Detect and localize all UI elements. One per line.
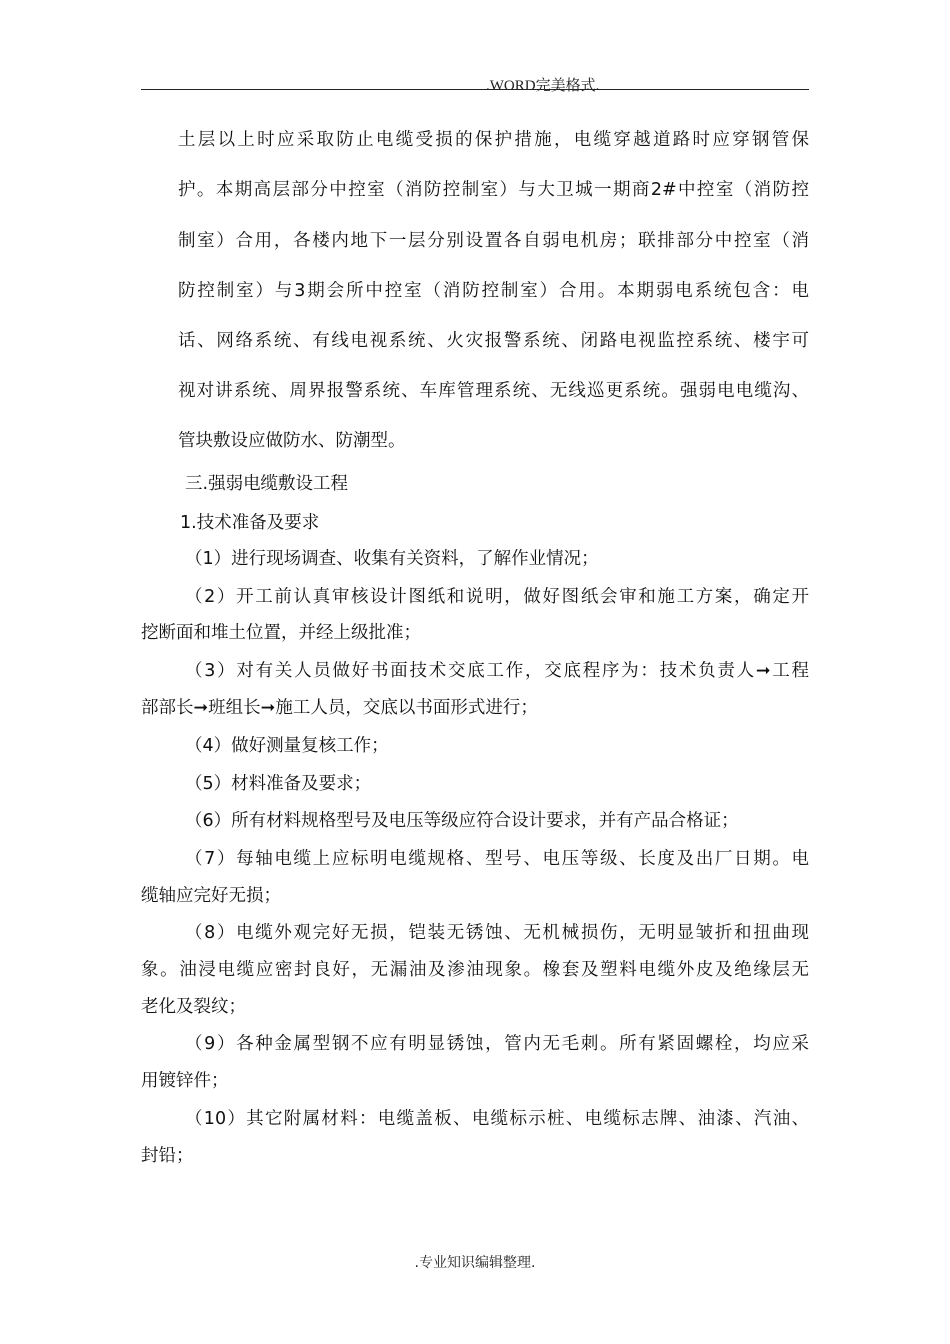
list-item: （10）其它附属材料：电缆盖板、电缆标示桩、电缆标志牌、油漆、汽油、 — [185, 1109, 809, 1129]
list-item: （6）所有材料规格型号及电压等级应符合设计要求，并有产品合格证； — [185, 811, 739, 831]
subsection-heading: 1.技术准备及要求 — [180, 513, 320, 533]
list-item-continuation: 老化及裂纹； — [141, 997, 246, 1017]
header-rule — [141, 89, 809, 90]
list-item: （9）各种金属型钢不应有明显锈蚀，管内无毛刺。所有紧固螺栓，均应采 — [185, 1034, 809, 1054]
page-footer: .专业知识编辑整理. — [414, 1255, 536, 1271]
section-heading: 三.强弱电缆敷设工程 — [185, 474, 349, 494]
list-item: （1）进行现场调查、收集有关资料，了解作业情况； — [185, 549, 599, 569]
list-item-continuation: 缆轴应完好无损； — [141, 886, 281, 906]
list-item-continuation: 挖断面和堆土位置，并经上级批准； — [141, 623, 421, 643]
intro-line: 护。本期高层部分中控室（消防控制室）与大卫城一期商2#中控室（消防控 — [178, 180, 809, 200]
list-item-continuation: 象。油浸电缆应密封良好，无漏油及渗油现象。橡套及塑料电缆外皮及绝缘层无 — [141, 960, 809, 980]
list-item-continuation: 封铅； — [141, 1146, 194, 1166]
intro-line: 防控制室）与3期会所中控室（消防控制室）合用。本期弱电系统包含：电 — [178, 281, 809, 301]
list-item: （3）对有关人员做好书面技术交底工作，交底程序为：技术负责人➞工程 — [185, 661, 809, 681]
page-header: .WORD完美格式. — [486, 78, 600, 94]
intro-line: 视对讲系统、周界报警系统、车库管理系统、无线巡更系统。强弱电电缆沟、 — [178, 381, 809, 401]
list-item: （5）材料准备及要求； — [185, 774, 372, 794]
list-item-continuation: 用镀锌件； — [141, 1071, 229, 1091]
intro-line: 制室）合用，各楼内地下一层分别设置各自弱电机房；联排部分中控室（消 — [178, 231, 809, 251]
intro-line: 土层以上时应采取防止电缆受损的保护措施，电缆穿越道路时应穿钢管保 — [178, 130, 809, 150]
list-item: （7）每轴电缆上应标明电缆规格、型号、电压等级、长度及出厂日期。电 — [185, 849, 809, 869]
intro-line: 管块敷设应做防水、防潮型。 — [178, 431, 406, 451]
list-item-continuation: 部部长➞班组长➞施工人员，交底以书面形式进行； — [141, 698, 538, 718]
list-item: （8）电缆外观完好无损，铠装无锈蚀、无机械损伤，无明显皱折和扭曲现 — [185, 923, 809, 943]
list-item: （4）做好测量复核工作； — [185, 736, 389, 756]
intro-line: 话、网络系统、有线电视系统、火灾报警系统、闭路电视监控系统、楼宇可 — [178, 331, 809, 351]
list-item: （2）开工前认真审核设计图纸和说明，做好图纸会审和施工方案，确定开 — [185, 587, 809, 607]
